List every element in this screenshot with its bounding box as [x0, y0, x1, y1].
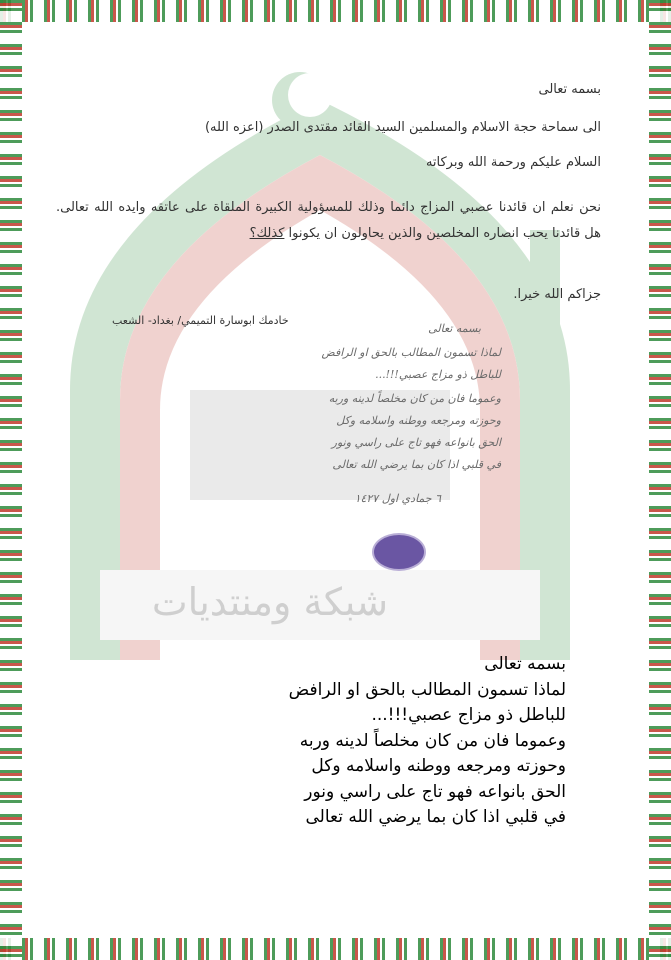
- letter-sender: خادمك ابوسارة التميمي/ بغداد- الشعب: [112, 314, 289, 327]
- transcription-line: في قلبي اذا كان بما يرضي الله تعالى: [305, 807, 566, 827]
- decorative-border-top: [0, 0, 671, 22]
- handwritten-line: بسمه تعالى: [428, 322, 481, 335]
- transcription-line: الحق بانواعه فهو تاج على راسي ونور: [304, 781, 566, 802]
- letter-basmala: بسمه تعالى: [538, 82, 601, 97]
- letter-body-question: كذلك؟: [249, 226, 285, 241]
- watermark-caption: شبكة ومنتديات: [151, 580, 389, 624]
- handwritten-line: وحوزته ومرجعه ووطنه واسلامه وكل: [336, 414, 501, 427]
- transcription-line: وعموما فان من كان مخلصاً لدينه وربه: [299, 730, 566, 751]
- decorative-border-right: [649, 0, 671, 960]
- handwritten-line: الحق بانواعه فهو تاج على راسي ونور: [331, 436, 501, 449]
- letter-thanks: جزاكم الله خيرا.: [513, 287, 601, 302]
- handwritten-line: للباطل ذو مزاج عصبي!!!...: [375, 368, 501, 381]
- letter-body: [56, 195, 601, 247]
- handwritten-date: ٦ جمادي اول ١٤٢٧: [354, 492, 441, 505]
- handwritten-line: في قلبي اذا كان بما يرضي الله تعالى: [332, 458, 501, 471]
- seal-stamp: [372, 533, 426, 571]
- letter-body-text: نحن نعلم ان قائدنا عصبي المزاج دائما وذلك للمسؤولية الكبيرة الملقاة على عاتقه وايده الله تعالى. هل قائدنا يحب انصاره المخلصين والذين يحاولون ان يكونوا: [56, 200, 601, 241]
- transcription: [186, 652, 566, 831]
- transcription-line: لماذا تسمون المطالب بالحق او الرافض: [288, 679, 566, 700]
- watermark-logo: [60, 60, 580, 660]
- letter-addressee: الى سماحة حجة الاسلام والمسلمين السيد القائد مقتدى الصدر (اعزه الله): [204, 120, 601, 135]
- transcription-line: للباطل ذو مزاج عصبي!!!...: [371, 705, 566, 725]
- letter-greeting: السلام عليكم ورحمة الله وبركاته: [425, 155, 601, 170]
- handwritten-line: وعموما فان من كان مخلصاً لدينه وربه: [328, 392, 501, 405]
- handwritten-line: لماذا تسمون المطالب بالحق او الرافض: [321, 346, 501, 359]
- decorative-border-bottom: [0, 938, 671, 960]
- transcription-line: بسمه تعالى: [484, 654, 566, 674]
- decorative-border-left: [0, 0, 22, 960]
- transcription-line: وحوزته ومرجعه ووطنه واسلامه وكل: [311, 756, 566, 776]
